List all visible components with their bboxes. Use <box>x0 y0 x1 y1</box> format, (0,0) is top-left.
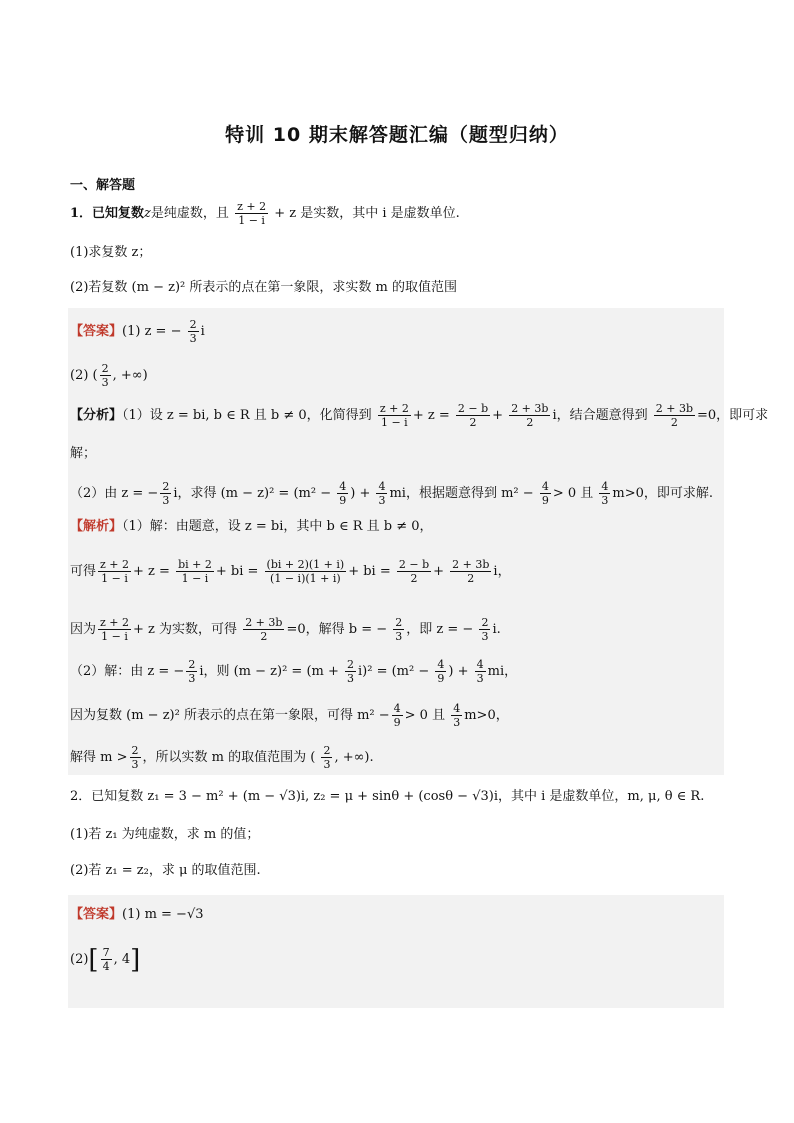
q1-solution3: 因为 $\frac{z + 2}{1 - i}$ + z 为实数，可得 $\frac{2 + 3b}{2}$ =0，解得 b = − $\frac{2}{3}$ ，即 z = − $\frac{2}{3}$ i. <box>70 616 501 643</box>
q1-analysis2: （2）由 z = − $\frac{2}{3}$ i，求得 (m − z)² = (m² − $\frac{4}{9}$ ) + $\frac{4}{3}$ mi，根据题意得到 m² − $\frac{4}{9}$ > 0 且 $\frac{4}{3}$ m>0，即可求解. <box>70 480 714 507</box>
fraction: $\frac{z + 2}{1 - i}$ <box>237 200 267 227</box>
q2-stem: 2．已知复数 z₁ = 3 − m² + (m − √3)i, z₂ = μ + sinθ + (cosθ − √3)i，其中 i 是虚数单位，m, μ, θ ∈ R. <box>70 789 705 804</box>
q1-solution1: 【解析】（1）解：由题意，设 z = bi，其中 b ∈ R 且 b ≠ 0， <box>70 519 433 534</box>
q1-solution4: （2）解：由 z = − $\frac{2}{3}$ i，则 (m − z)² = (m + $\frac{2}{3}$ i)² = (m² − $\frac{4}{9}$ ) + $\frac{4}{3}$ mi， <box>70 658 518 685</box>
q2-answer1: 【答案】(1) m = −√3 <box>70 907 204 922</box>
q1-part2: (2)若复数 (m − z)² 所表示的点在第一象限，求实数 m 的取值范围 <box>70 280 457 295</box>
section-heading: 一、解答题 <box>70 178 136 193</box>
q1-part1: (1)求复数 z； <box>70 245 152 260</box>
q1-analysis1: 【分析】（1）设 z = bi, b ∈ R 且 b ≠ 0，化简得到 $\frac{z + 2}{1 - i}$ + z = $\frac{2 - b}{2}$ + $\frac{2 + 3b}{2}$ i，结合题意得到 $\frac{2 + 3b}{2}$ =0，即可求 <box>70 402 769 429</box>
q2-part1: (1)若 z₁ 为纯虚数，求 m 的值； <box>70 827 260 842</box>
page-title: 特训 10 期末解答题汇编（题型归纳） <box>225 124 569 146</box>
q1-solution2: 可得 $\frac{z + 2}{1 - i}$ + z = $\frac{bi + 2}{1 - i}$ + bi = $\frac{(bi + 2)(1 + i)}{(1 - i)(1 + i)}$ + bi = $\frac{2 - b}{2}$ + $\frac{2 + 3b}{2}$ i， <box>70 558 511 585</box>
q1-solution5: 因为复数 (m − z)² 所表示的点在第一象限，可得 m² − $\frac{4}{9}$ > 0 且 $\frac{4}{3}$ m>0， <box>70 702 509 729</box>
q1-stem: 1．已知复数z是纯虚数，且 $\frac{z + 2}{1 - i}$ + z 是实数，其中 i 是虚数单位. <box>70 200 460 227</box>
q1-answer2: (2) ( $\frac{2}{3}$ , +∞) <box>70 362 148 389</box>
q2-part2: (2)若 z₁ = z₂，求 μ 的取值范围. <box>70 863 261 878</box>
q1-solution6: 解得 m > $\frac{2}{3}$ ，所以实数 m 的取值范围为 ( $\frac{2}{3}$ , +∞). <box>70 744 374 771</box>
q2-answer2: (2)[ $\frac{7}{4}$ , 4] <box>70 944 141 975</box>
q1-answer1: 【答案】(1) z = − $\frac{2}{3}$ i <box>70 318 205 345</box>
q1-analysis1-end: 解； <box>70 446 97 461</box>
